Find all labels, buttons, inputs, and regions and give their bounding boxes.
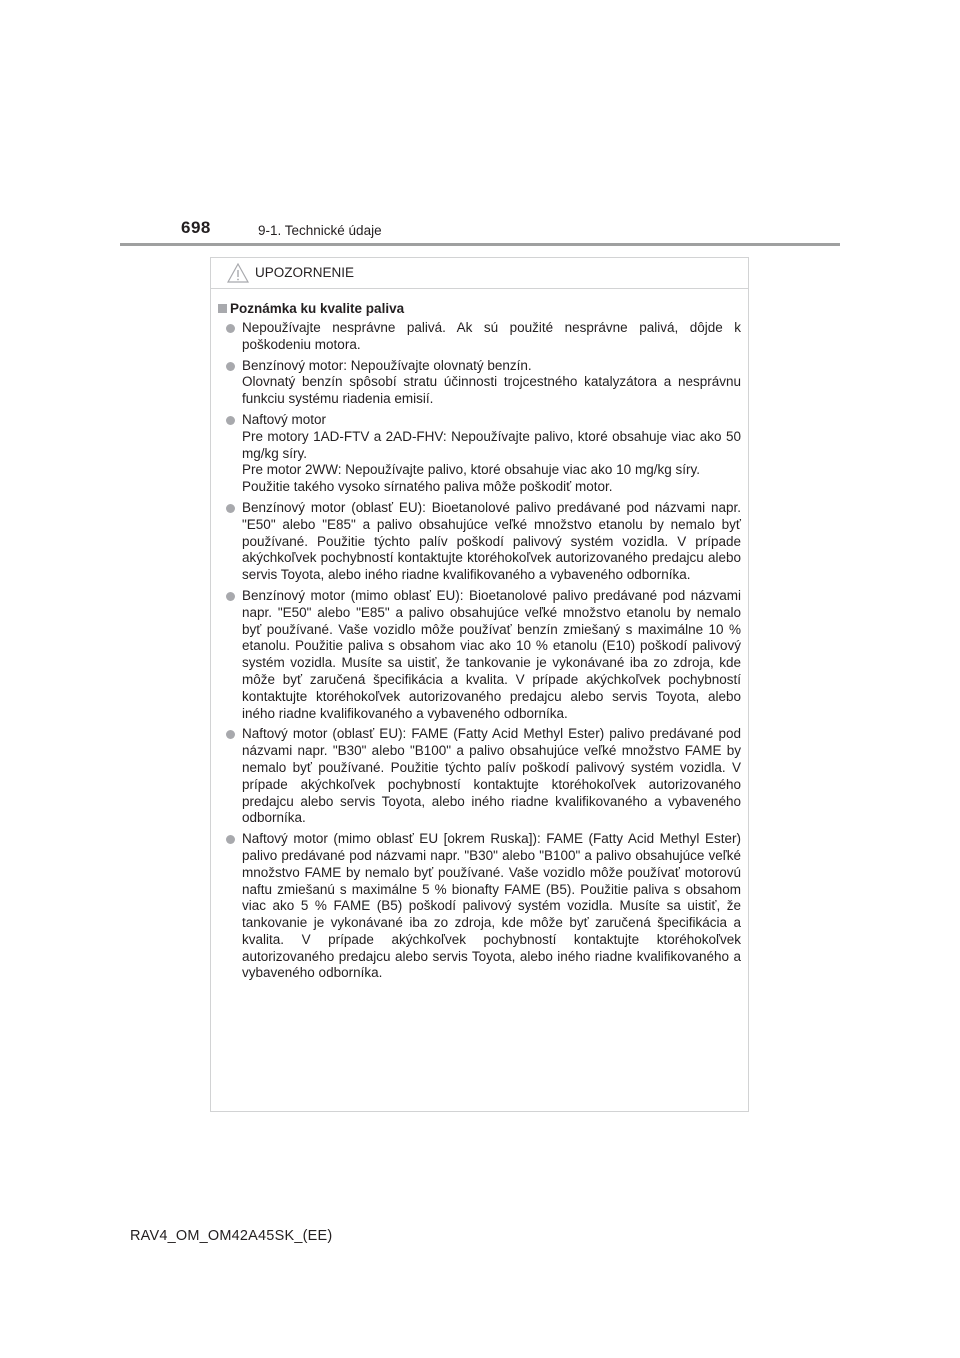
section-heading: [218, 300, 741, 317]
warning-content: [211, 289, 748, 982]
header-divider: [120, 243, 840, 246]
page-number: 698: [181, 218, 211, 237]
warning-list: [218, 320, 741, 982]
bullet-icon: [226, 730, 235, 739]
list-item: [218, 358, 741, 408]
list-item-text: Benzínový motor (mimo oblasť EU): Bioetanolové palivo predávané pod názvami napr. "E50" alebo "E85" a palivo obsahujúce veľké množstvo etanolu by nemalo byť používané. Vaše vozidlo môže používať benzín zmiešaný s maximálne 10 % etanolu. Použitie paliva s obsahom viac ako 10 % etanolu (E10) poškodí palivový systém vozidla. Musíte sa uistiť, že tankovanie je vykonávané iba zo zdroja, kde môže byť zaručená špecifikácia a kvalita. V prípade akýchkoľvek pochybností kontaktujte ktoréhokoľvek autorizovaného predajcu alebo servis Toyota, alebo iného riadne kvalifikovaného a vybaveného odborníka.: [242, 587, 741, 721]
warning-header: [211, 258, 748, 289]
bullet-icon: [226, 592, 235, 601]
list-item-text: Benzínový motor (oblasť EU): Bioetanolové palivo predávané pod názvami napr. "E50" alebo "E85" a palivo obsahujúce veľké množstvo etanolu by nemalo byť používané. Použitie týchto palív poškodí palivový systém vozidla. V prípade akýchkoľvek pochybností kontaktujte ktoréhokoľvek autorizovaného predajcu alebo servis Toyota, alebo iného riadne kvalifikovaného a vybaveného odborníka.: [242, 499, 741, 583]
section-heading-text: Poznámka ku kvalite paliva: [230, 301, 405, 316]
list-item: [218, 726, 741, 827]
list-item-text: Benzínový motor: Nepoužívajte olovnatý benzín. Olovnatý benzín spôsobí stratu účinnosti trojcestného katalyzátora a nesprávnu funkciu systému riadenia emisií.: [242, 357, 741, 407]
section-title: 9-1. Technické údaje: [258, 223, 382, 238]
bullet-icon: [226, 835, 235, 844]
document-code: RAV4_OM_OM42A45SK_(EE): [130, 1228, 333, 1244]
list-item: [218, 412, 741, 496]
bullet-icon: [226, 504, 235, 513]
bullet-icon: [226, 324, 235, 333]
list-item-text: Naftový motor (mimo oblasť EU [okrem Ruska]): FAME (Fatty Acid Methyl Ester) palivo predávané pod názvami napr. "B30" alebo "B100" a palivo obsahujúce veľké množstvo FAME by nemalo byť používané. Vaše vozidlo môže používať motorovú naftu zmiešanú s maximálne 5 % bionafty FAME (B5). Použitie paliva s obsahom viac ako 5 % FAME (B5) poškodí palivový systém vozidla. Musíte sa uistiť, že tankovanie je vykonávané iba zo zdroja, kde môže byť zaručená špecifikácia a kvalita. V prípade akýchkoľvek pochybností kontaktujte ktoréhokoľvek autorizovaného predajcu alebo servis Toyota, alebo iného riadne kvalifikovaného a vybaveného odborníka.: [242, 831, 741, 981]
warning-box: [210, 257, 749, 1112]
list-item: [218, 500, 741, 584]
warning-triangle-icon: [227, 263, 249, 283]
list-item: [218, 320, 741, 354]
square-bullet-icon: [218, 304, 227, 313]
list-item-text: Nepoužívajte nesprávne palivá. Ak sú použité nesprávne palivá, dôjde k poškodeniu motora.: [242, 320, 741, 352]
list-item: [218, 831, 741, 982]
warning-label: UPOZORNENIE: [255, 265, 355, 280]
list-item-text: Naftový motor Pre motory 1AD-FTV a 2AD-FHV: Nepoužívajte palivo, ktoré obsahuje viac ako 50 mg/kg síry. Pre motor 2WW: Nepoužívajte palivo, ktoré obsahuje viac ako 10 mg/kg síry. Použitie takého vysoko sírnatého paliva môže poškodiť motor.: [242, 411, 741, 495]
bullet-icon: [226, 416, 235, 425]
list-item-text: Naftový motor (oblasť EU): FAME (Fatty Acid Methyl Ester) palivo predávané pod názvami napr. "B30" alebo "B100" a palivo obsahujúce veľké množstvo FAME by nemalo byť používané. Použitie týchto palív poškodí palivový systém vozidla. V prípade akýchkoľvek pochybností kontaktujte ktoréhokoľvek autorizovaného predajcu alebo servis Toyota, alebo iného riadne kvalifikovaného a vybaveného odborníka.: [242, 726, 741, 826]
bullet-icon: [226, 362, 235, 371]
list-item: [218, 588, 741, 722]
